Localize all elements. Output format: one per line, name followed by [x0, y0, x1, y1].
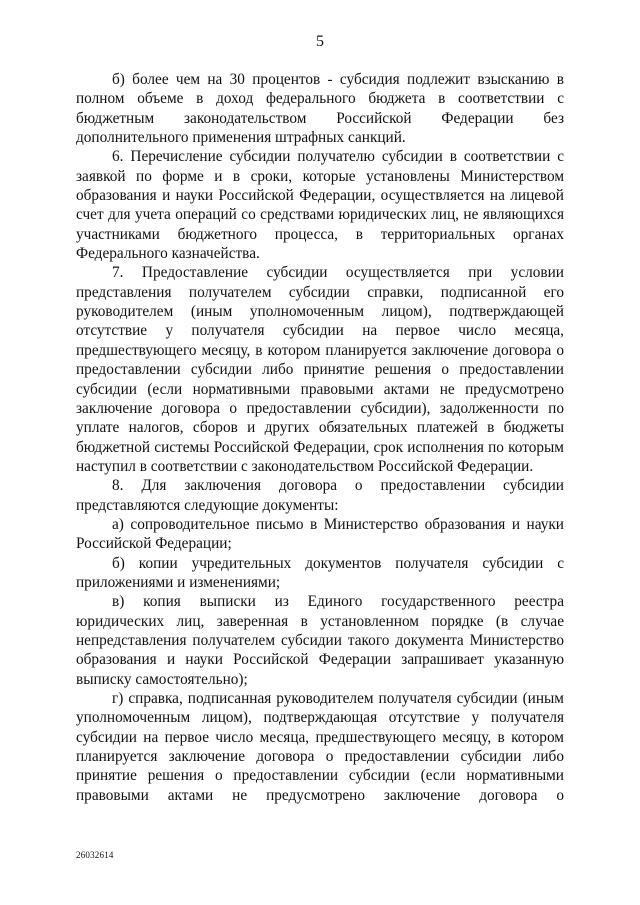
- list-item-g: г) справка, подписанная руководителем получателя субсидии (иным уполномоченным лицом), подтверждающая отсутствие у получателя субсидии на первое число месяца, предшествующего месяцу, в котором планируется заключение договора о предоставлении субсидии либо принятие решения о предоставлении субсидии (если нормативными правовыми актами не предусмотрено заключение договора о: [76, 690, 564, 804]
- document-code: 26032614: [76, 850, 114, 860]
- paragraph-5b: б) более чем на 30 процентов - субсидия подлежит взысканию в полном объеме в доход федерального бюджета в соответствии с бюджетным законодательством Российской Федерации без дополнительного применения штрафных санкций.: [76, 71, 564, 147]
- paragraph-7: 7. Предоставление субсидии осуществляется при условии представления получателем субсидии справки, подписанной его руководителем (иным уполномоченным лицом), подтверждающей отсутствие у получателя субсидии на первое число месяца, предшествующего месяцу, в котором планируется заключение договора о предоставлении субсидии либо принятие решения о предоставлении субсидии (если нормативными правовыми актами не предусмотрено заключение договора о предоставлении субсидии), задолженности по уплате налогов, сборов и других обязательных платежей в бюджеты бюджетной системы Российской Федерации, срок исполнения по которым наступил в соответствии с законодательством Российской Федерации.: [76, 264, 564, 475]
- paragraph-6: 6. Перечисление субсидии получателю субсидии в соответствии с заявкой по форме и в сроки, которые установлены Министерством образования и науки Российской Федерации, осуществляется на лицевой счет для учета операций со средствами юридических лиц, не являющихся участниками бюджетного процесса, в территориальных органах Федерального казначейства.: [76, 148, 564, 263]
- paragraph-8: 8. Для заключения договора о предоставлении субсидии представляются следующие документы:: [76, 477, 564, 514]
- page-number: 5: [316, 33, 324, 50]
- list-item-b: б) копии учредительных документов получателя субсидии с приложениями и изменениями;: [76, 554, 564, 591]
- list-item-v: в) копия выписки из Единого государственного реестра юридических лиц, заверенная в установленном порядке (в случае непредставления получателем субсидии такого документа Министерство образования и науки Российской Федерации запрашивает указанную выписку самостоятельно);: [76, 593, 564, 688]
- list-item-a: а) сопроводительное письмо в Министерство образования и науки Российской Федерации;: [76, 515, 564, 553]
- document-body: [76, 70, 564, 805]
